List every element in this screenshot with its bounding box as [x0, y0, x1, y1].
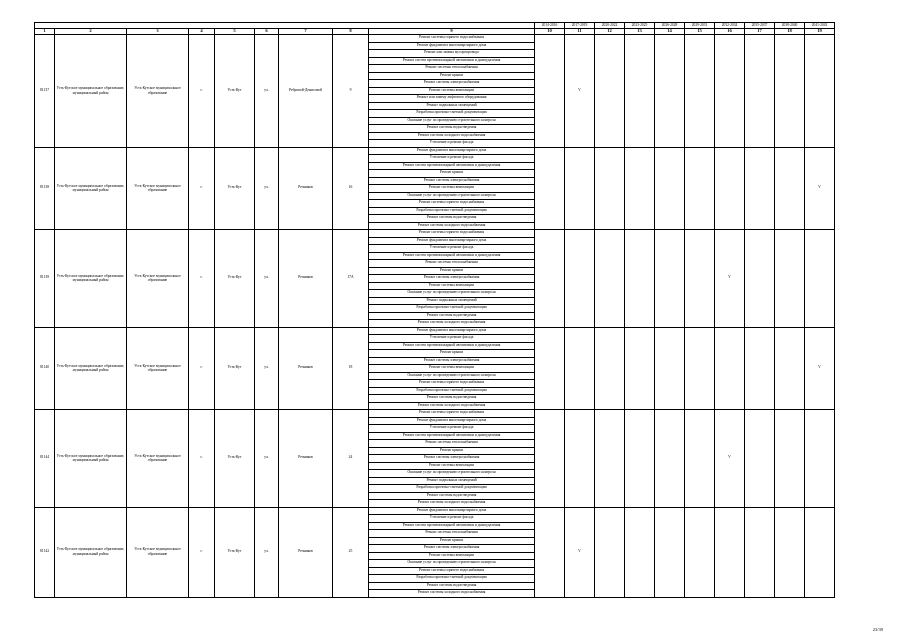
period-cell — [535, 410, 565, 508]
street-type-cell: ул. — [255, 410, 279, 508]
table-row — [35, 507, 835, 515]
period-header-cell: 2023-2025 — [625, 23, 655, 29]
record-id-cell: 81137 — [35, 35, 55, 148]
work-type-cell: Ремонт подвальных помещений — [369, 102, 535, 110]
house-number-cell: 18 — [333, 327, 369, 410]
column-number-cell: 16 — [715, 29, 745, 35]
work-type-cell: Ремонт системы горячего водоснабжения — [369, 380, 535, 388]
house-number-cell: 25 — [333, 507, 369, 597]
period-cell — [595, 35, 625, 148]
work-type-cell: Утепление и ремонт фасада — [369, 245, 535, 253]
period-cell — [565, 410, 595, 508]
period-cell — [535, 35, 565, 148]
period-cell — [595, 230, 625, 328]
work-type-cell: Ремонт системы водоотведения — [369, 215, 535, 223]
period-cell — [655, 327, 685, 410]
period-cell — [805, 35, 835, 148]
district-cell: Усть-Кутское муниципальное образование, муниципальный район — [55, 147, 127, 230]
work-type-cell: Ремонт или замену лифтового оборудования — [369, 95, 535, 103]
table-row — [35, 327, 835, 335]
column-number-cell: 18 — [775, 29, 805, 35]
work-type-cell: Ремонт системы вентиляции — [369, 185, 535, 193]
work-type-cell: Ремонт системы электроснабжения — [369, 545, 535, 553]
period-cell — [745, 147, 775, 230]
locality-cell: Усть-Кут — [215, 230, 255, 328]
locality-cell: Усть-Кут — [215, 507, 255, 597]
period-cell — [565, 230, 595, 328]
work-type-cell: Ремонт крыши — [369, 350, 535, 358]
period-cell — [685, 35, 715, 148]
municipality-cell: Усть-Кутское муниципальное образование — [127, 410, 189, 508]
period-cell — [775, 35, 805, 148]
street-type-cell: ул. — [255, 35, 279, 148]
work-type-cell: Ремонт системы электроснабжения — [369, 80, 535, 88]
street-cell: Речников — [279, 507, 333, 597]
table-row — [35, 410, 835, 418]
period-mark-cell: V — [565, 507, 595, 597]
period-cell — [565, 327, 595, 410]
table-row — [35, 230, 835, 238]
municipality-cell: Усть-Кутское муниципальное образование — [127, 327, 189, 410]
locality-cell: Усть-Кут — [215, 327, 255, 410]
work-type-cell: Ремонт системы горячего водоснабжения — [369, 200, 535, 208]
period-cell — [655, 35, 685, 148]
street-type-cell: ул. — [255, 327, 279, 410]
column-number-cell: 12 — [595, 29, 625, 35]
work-type-cell: Ремонт фундамента многоквартирного дома — [369, 327, 535, 335]
district-cell: Усть-Кутское муниципальное образование, муниципальный район — [55, 230, 127, 328]
work-type-cell: Ремонт системы электроснабжения — [369, 275, 535, 283]
period-cell — [775, 410, 805, 508]
work-type-cell: Ремонт системы водоотведения — [369, 582, 535, 590]
work-type-cell: Утепление и ремонт фасада — [369, 335, 535, 343]
work-type-cell: Ремонт системы электроснабжения — [369, 455, 535, 463]
period-cell — [595, 327, 625, 410]
period-header-cell: 2029-2031 — [685, 23, 715, 29]
district-cell: Усть-Кутское муниципальное образование, муниципальный район — [55, 35, 127, 148]
period-cell — [625, 410, 655, 508]
period-cell — [655, 230, 685, 328]
period-cell — [805, 410, 835, 508]
work-type-cell: Разработка проектно-сметной документации — [369, 305, 535, 313]
street-type-cell: ул. — [255, 230, 279, 328]
period-cell — [745, 327, 775, 410]
period-cell — [715, 507, 745, 597]
work-type-cell: Ремонт систем противопожарной автоматики и дымоудаления — [369, 162, 535, 170]
column-number-cell: 6 — [255, 29, 279, 35]
work-type-cell: Ремонт системы теплоснабжения — [369, 530, 535, 538]
work-type-cell: Ремонт системы горячего водоснабжения — [369, 410, 535, 418]
period-mark-cell: V — [805, 147, 835, 230]
work-type-cell: Ремонт крыши — [369, 537, 535, 545]
street-cell: Речников — [279, 147, 333, 230]
period-cell — [595, 410, 625, 508]
work-type-cell: Ремонт системы электроснабжения — [369, 357, 535, 365]
work-type-cell: Ремонт систем противопожарной автоматики и дымоудаления — [369, 522, 535, 530]
work-type-cell: Ремонт системы водоотведения — [369, 492, 535, 500]
work-type-cell: Ремонт фундамента многоквартирного дома — [369, 237, 535, 245]
work-type-cell: Ремонт системы водоотведения — [369, 125, 535, 133]
work-type-cell: Оказание услуг по проведению строительного контроля — [369, 470, 535, 478]
column-number-cell: 17 — [745, 29, 775, 35]
period-cell — [685, 410, 715, 508]
period-header-cell: 2038-2040 — [775, 23, 805, 29]
locality-type-cell: г. — [189, 35, 215, 148]
period-cell — [625, 35, 655, 148]
street-cell: Речников — [279, 327, 333, 410]
municipality-cell: Усть-Кутское муниципальное образование — [127, 230, 189, 328]
locality-cell: Усть-Кут — [215, 410, 255, 508]
period-cell — [655, 410, 685, 508]
work-type-cell: Ремонт крыши — [369, 447, 535, 455]
record-id-cell: 81142 — [35, 507, 55, 597]
work-type-cell: Утепление и ремонт фасада — [369, 140, 535, 148]
record-id-cell: 81144 — [35, 410, 55, 508]
work-type-cell: Утепление и ремонт фасада — [369, 515, 535, 523]
work-type-cell: Утепление и ремонт фасада — [369, 155, 535, 163]
work-type-cell: Ремонт системы водоотведения — [369, 395, 535, 403]
period-cell — [595, 147, 625, 230]
period-cell — [715, 147, 745, 230]
work-type-cell: Разработка проектно-сметной документации — [369, 207, 535, 215]
work-type-cell: Ремонт системы холодного водоснабжения — [369, 320, 535, 328]
work-type-cell: Ремонт системы холодного водоснабжения — [369, 500, 535, 508]
table-row — [35, 147, 835, 155]
house-number-cell: 16 — [333, 147, 369, 230]
period-cell — [745, 35, 775, 148]
street-cell: Ребровой-Денисовой — [279, 35, 333, 148]
work-type-cell: Ремонт фундамента многоквартирного дома — [369, 417, 535, 425]
work-type-cell: Ремонт системы вентиляции — [369, 462, 535, 470]
work-type-cell: Ремонт фундамента многоквартирного дома — [369, 507, 535, 515]
district-cell: Усть-Кутское муниципальное образование, муниципальный район — [55, 507, 127, 597]
period-cell — [745, 230, 775, 328]
period-header-cell: 2041-2043 — [805, 23, 835, 29]
street-type-cell: ул. — [255, 507, 279, 597]
locality-type-cell: г. — [189, 230, 215, 328]
work-type-cell: Ремонт системы вентиляции — [369, 282, 535, 290]
period-mark-cell: V — [565, 35, 595, 148]
street-cell: Речников — [279, 410, 333, 508]
work-type-cell: Ремонт системы холодного водоснабжения — [369, 590, 535, 598]
work-type-cell: Ремонт системы вентиляции — [369, 365, 535, 373]
period-header-cell: 2017-2019 — [565, 23, 595, 29]
column-number-cell: 11 — [565, 29, 595, 35]
work-type-cell: Ремонт крыши — [369, 267, 535, 275]
period-cell — [715, 327, 745, 410]
period-cell — [625, 147, 655, 230]
column-number-cell: 10 — [535, 29, 565, 35]
work-type-cell: Ремонт системы теплоснабжения — [369, 260, 535, 268]
period-cell — [685, 147, 715, 230]
table-row — [35, 35, 835, 43]
period-cell — [535, 507, 565, 597]
column-number-cell: 9 — [369, 29, 535, 35]
work-type-cell: Ремонт систем противопожарной автоматики и дымоудаления — [369, 342, 535, 350]
work-type-cell: Ремонт системы холодного водоснабжения — [369, 222, 535, 230]
period-cell — [625, 230, 655, 328]
period-mark-cell: V — [715, 410, 745, 508]
street-type-cell: ул. — [255, 147, 279, 230]
column-number-cell: 14 — [655, 29, 685, 35]
period-cell — [565, 147, 595, 230]
record-id-cell: 81139 — [35, 230, 55, 328]
period-cell — [715, 35, 745, 148]
column-number-cell: 5 — [215, 29, 255, 35]
district-cell: Усть-Кутское муниципальное образование, муниципальный район — [55, 410, 127, 508]
district-cell: Усть-Кутское муниципальное образование, муниципальный район — [55, 327, 127, 410]
period-cell — [625, 327, 655, 410]
locality-type-cell: г. — [189, 327, 215, 410]
work-type-cell: Ремонт системы холодного водоснабжения — [369, 402, 535, 410]
locality-cell: Усть-Кут — [215, 35, 255, 148]
work-type-cell: Ремонт систем противопожарной автоматики и дымоудаления — [369, 252, 535, 260]
work-type-cell: Ремонт систем противопожарной автоматики и дымоудаления — [369, 57, 535, 65]
period-cell — [685, 507, 715, 597]
period-cell — [775, 230, 805, 328]
period-cell — [775, 507, 805, 597]
municipality-cell: Усть-Кутское муниципальное образование — [127, 147, 189, 230]
work-type-cell: Ремонт или замена мусоропровода — [369, 50, 535, 58]
period-cell — [745, 410, 775, 508]
column-number-cell: 3 — [127, 29, 189, 35]
page-number: 23/39 — [872, 627, 883, 632]
locality-type-cell: г. — [189, 147, 215, 230]
work-type-cell: Ремонт системы электроснабжения — [369, 177, 535, 185]
capital-repair-schedule-table — [34, 22, 835, 598]
locality-type-cell: г. — [189, 507, 215, 597]
period-cell — [655, 507, 685, 597]
work-type-cell: Ремонт системы вентиляции — [369, 552, 535, 560]
work-type-cell: Ремонт системы теплоснабжения — [369, 440, 535, 448]
house-number-cell: 24 — [333, 410, 369, 508]
period-header-cell: 2020-2022 — [595, 23, 625, 29]
municipality-cell: Усть-Кутское муниципальное образование — [127, 507, 189, 597]
column-number-cell: 1 — [35, 29, 55, 35]
column-number-cell: 8 — [333, 29, 369, 35]
work-type-cell: Ремонт систем противопожарной автоматики и дымоудаления — [369, 432, 535, 440]
work-type-cell: Ремонт системы горячего водоснабжения — [369, 567, 535, 575]
column-number-cell: 7 — [279, 29, 333, 35]
period-cell — [685, 327, 715, 410]
work-type-cell: Ремонт системы холодного водоснабжения — [369, 132, 535, 140]
work-type-cell: Ремонт подвальных помещений — [369, 477, 535, 485]
house-number-cell: 17А — [333, 230, 369, 328]
column-number-cell: 13 — [625, 29, 655, 35]
work-type-cell: Ремонт фундамента многоквартирного дома — [369, 42, 535, 50]
period-cell — [535, 230, 565, 328]
period-cell — [775, 327, 805, 410]
period-cell — [805, 507, 835, 597]
period-cell — [535, 327, 565, 410]
work-type-cell: Оказание услуг по проведению строительного контроля — [369, 372, 535, 380]
work-type-cell: Ремонт системы вентиляции — [369, 87, 535, 95]
work-type-cell: Разработка проектно-сметной документации — [369, 575, 535, 583]
period-cell — [655, 147, 685, 230]
column-number-cell: 2 — [55, 29, 127, 35]
period-cell — [805, 230, 835, 328]
work-type-cell: Ремонт крыши — [369, 170, 535, 178]
work-type-cell: Разработка проектно-сметной документации — [369, 387, 535, 395]
work-type-cell: Ремонт системы горячего водоснабжения — [369, 35, 535, 43]
column-number-cell: 15 — [685, 29, 715, 35]
period-mark-cell: V — [805, 327, 835, 410]
work-type-cell: Ремонт системы водоотведения — [369, 312, 535, 320]
work-type-cell: Оказание услуг по проведению строительного контроля — [369, 117, 535, 125]
locality-type-cell: г. — [189, 410, 215, 508]
work-type-cell: Ремонт системы горячего водоснабжения — [369, 230, 535, 238]
record-id-cell: 81138 — [35, 147, 55, 230]
work-type-cell: Ремонт крыши — [369, 72, 535, 80]
work-type-cell: Ремонт подвальных помещений — [369, 297, 535, 305]
work-type-cell: Ремонт фундамента многоквартирного дома — [369, 147, 535, 155]
work-type-cell: Ремонт системы теплоснабжения — [369, 65, 535, 73]
table-body — [35, 23, 835, 598]
work-type-cell: Разработка проектно-сметной документации — [369, 485, 535, 493]
house-number-cell: 9 — [333, 35, 369, 148]
period-cell — [625, 507, 655, 597]
period-header-cell: 2026-2028 — [655, 23, 685, 29]
street-cell: Речников — [279, 230, 333, 328]
work-type-cell: Утепление и ремонт фасада — [369, 425, 535, 433]
column-number-cell: 19 — [805, 29, 835, 35]
period-cell — [595, 507, 625, 597]
work-type-cell: Оказание услуг по проведению строительного контроля — [369, 560, 535, 568]
work-type-cell: Разработка проектно-сметной документации — [369, 110, 535, 118]
period-cell — [745, 507, 775, 597]
work-type-cell: Оказание услуг по проведению строительного контроля — [369, 290, 535, 298]
period-cell — [685, 230, 715, 328]
period-header-cell: 2035-2037 — [745, 23, 775, 29]
period-mark-cell: V — [715, 230, 745, 328]
period-header-cell: 2032-2034 — [715, 23, 745, 29]
column-number-cell: 4 — [189, 29, 215, 35]
work-type-cell: Оказание услуг по проведению строительного контроля — [369, 192, 535, 200]
record-id-cell: 81140 — [35, 327, 55, 410]
municipality-cell: Усть-Кутское муниципальное образование — [127, 35, 189, 148]
period-cell — [775, 147, 805, 230]
period-cell — [535, 147, 565, 230]
period-header-cell: 2014-2016 — [535, 23, 565, 29]
locality-cell: Усть-Кут — [215, 147, 255, 230]
